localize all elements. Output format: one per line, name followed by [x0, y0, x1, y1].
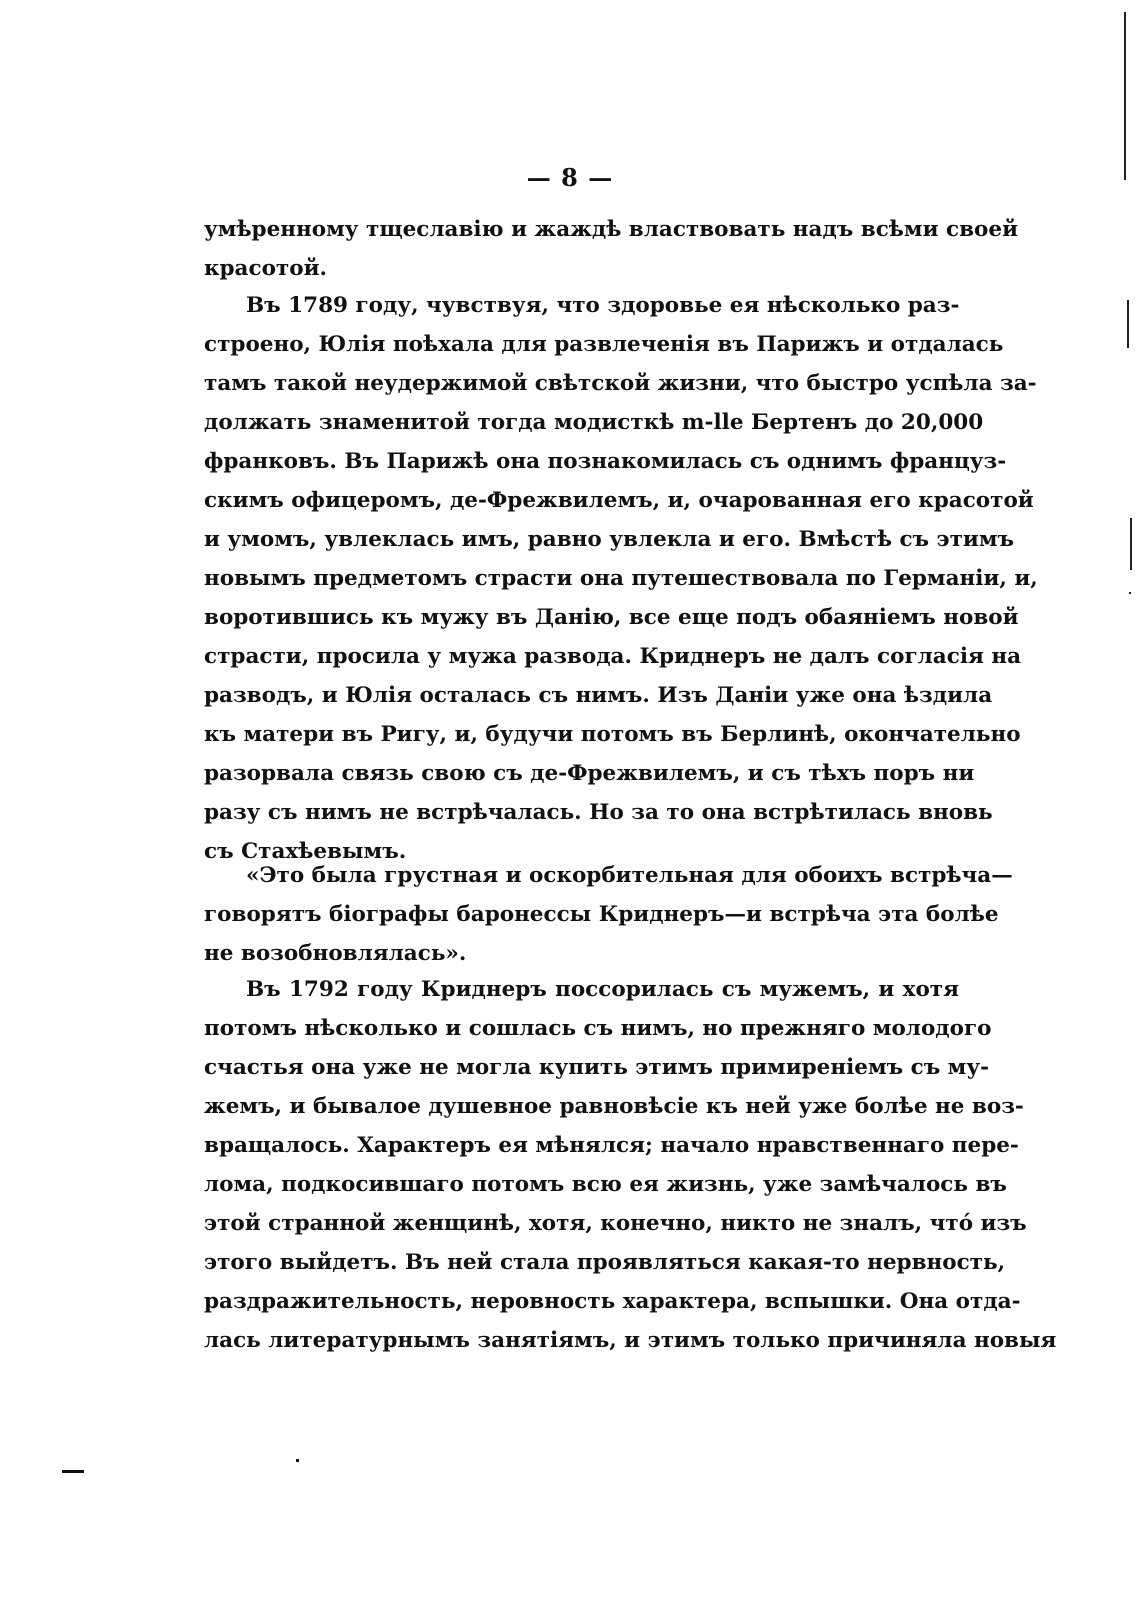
- text-line: этой странной женщинѣ, хотя, конечно, никто не зналъ, чтó изъ: [204, 1211, 1027, 1236]
- text-line: франковъ. Въ Парижѣ она познакомилась съ однимъ француз-: [204, 449, 1007, 474]
- text-line: разу съ нимъ не встрѣчалась. Но за то она встрѣтилась вновь: [204, 800, 993, 825]
- text-line: красотой.: [204, 256, 328, 281]
- text-line: лома, подкосившаго потомъ всю ея жизнь, уже замѣчалось въ: [204, 1172, 1007, 1197]
- paragraph-1: [204, 210, 1019, 288]
- text-line: Въ 1789 году, чувствуя, что здоровье ея нѣсколько раз-: [246, 293, 960, 318]
- scan-footer-dot: [296, 1459, 299, 1462]
- text-line: говорятъ біографы баронессы Криднеръ—и встрѣча эта болѣе: [204, 902, 999, 927]
- text-line: къ матери въ Ригу, и, будучи потомъ въ Берлинѣ, окончательно: [204, 722, 1021, 747]
- text-line: умѣренному тщеславію и жаждѣ властвовать надъ всѣми своей: [204, 217, 1019, 242]
- text-line: жемъ, и бывалое душевное равновѣсіе къ ней уже болѣе не воз-: [204, 1094, 1024, 1119]
- paragraph-4: [204, 970, 1057, 1360]
- text-line: «Это была грустная и оскорбительная для обоихъ встрѣча—: [246, 863, 1013, 888]
- scan-edge-line-top: [1124, 12, 1126, 180]
- scan-edge-line-lower: [1130, 518, 1132, 570]
- scan-edge-dot: [1129, 592, 1131, 594]
- text-line: не возобновлялась».: [204, 941, 467, 966]
- text-line: Въ 1792 году Криднеръ поссорилась съ мужемъ, и хотя: [246, 977, 959, 1002]
- text-line: разорвала связь свою съ де-Фрежвилемъ, и съ тѣхъ поръ ни: [204, 761, 975, 786]
- text-line: страсти, просила у мужа развода. Криднеръ не далъ согласія на: [204, 644, 1022, 669]
- text-line: счастья она уже не могла купить этимъ примиреніемъ съ му-: [204, 1055, 990, 1080]
- scan-edge-line-mid: [1127, 300, 1129, 348]
- text-line: новымъ предметомъ страсти она путешествовала по Германіи, и,: [204, 566, 1038, 591]
- text-line: строено, Юлія поѣхала для развлеченія въ Парижъ и отдалась: [204, 332, 1004, 357]
- text-line: воротившись къ мужу въ Данію, все еще подъ обаяніемъ новой: [204, 605, 1019, 630]
- text-line: этого выйдетъ. Въ ней стала проявляться какая-то нервность,: [204, 1250, 1006, 1275]
- scan-footer-dash: [62, 1470, 84, 1473]
- text-line: потомъ нѣсколько и сошлась съ нимъ, но прежняго молодого: [204, 1016, 992, 1041]
- page-number: — 8 —: [526, 163, 614, 192]
- text-line: раздражительность, неровность характера, вспышки. Она отда-: [204, 1289, 1021, 1314]
- text-line: лась литературнымъ занятіямъ, и этимъ только причиняла новыя: [204, 1328, 1057, 1353]
- text-line: разводъ, и Юлія осталась съ нимъ. Изъ Даніи уже она ѣздила: [204, 683, 993, 708]
- text-line: тамъ такой неудержимой свѣтской жизни, что быстро успѣла за-: [204, 371, 1037, 396]
- text-line: съ Стахѣевымъ.: [204, 839, 407, 864]
- text-line: скимъ офицеромъ, де-Фрежвилемъ, и, очарованная его красотой: [204, 488, 1034, 513]
- text-line: должать знаменитой тогда модисткѣ m-lle Бертенъ до 20,000: [204, 410, 984, 435]
- text-line: вращалось. Характеръ ея мѣнялся; начало нравственнаго пере-: [204, 1133, 1019, 1158]
- text-line: и умомъ, увлеклась имъ, равно увлекла и его. Вмѣстѣ съ этимъ: [204, 527, 1015, 552]
- paragraph-2: [204, 286, 1038, 871]
- paragraph-3: [204, 856, 1013, 973]
